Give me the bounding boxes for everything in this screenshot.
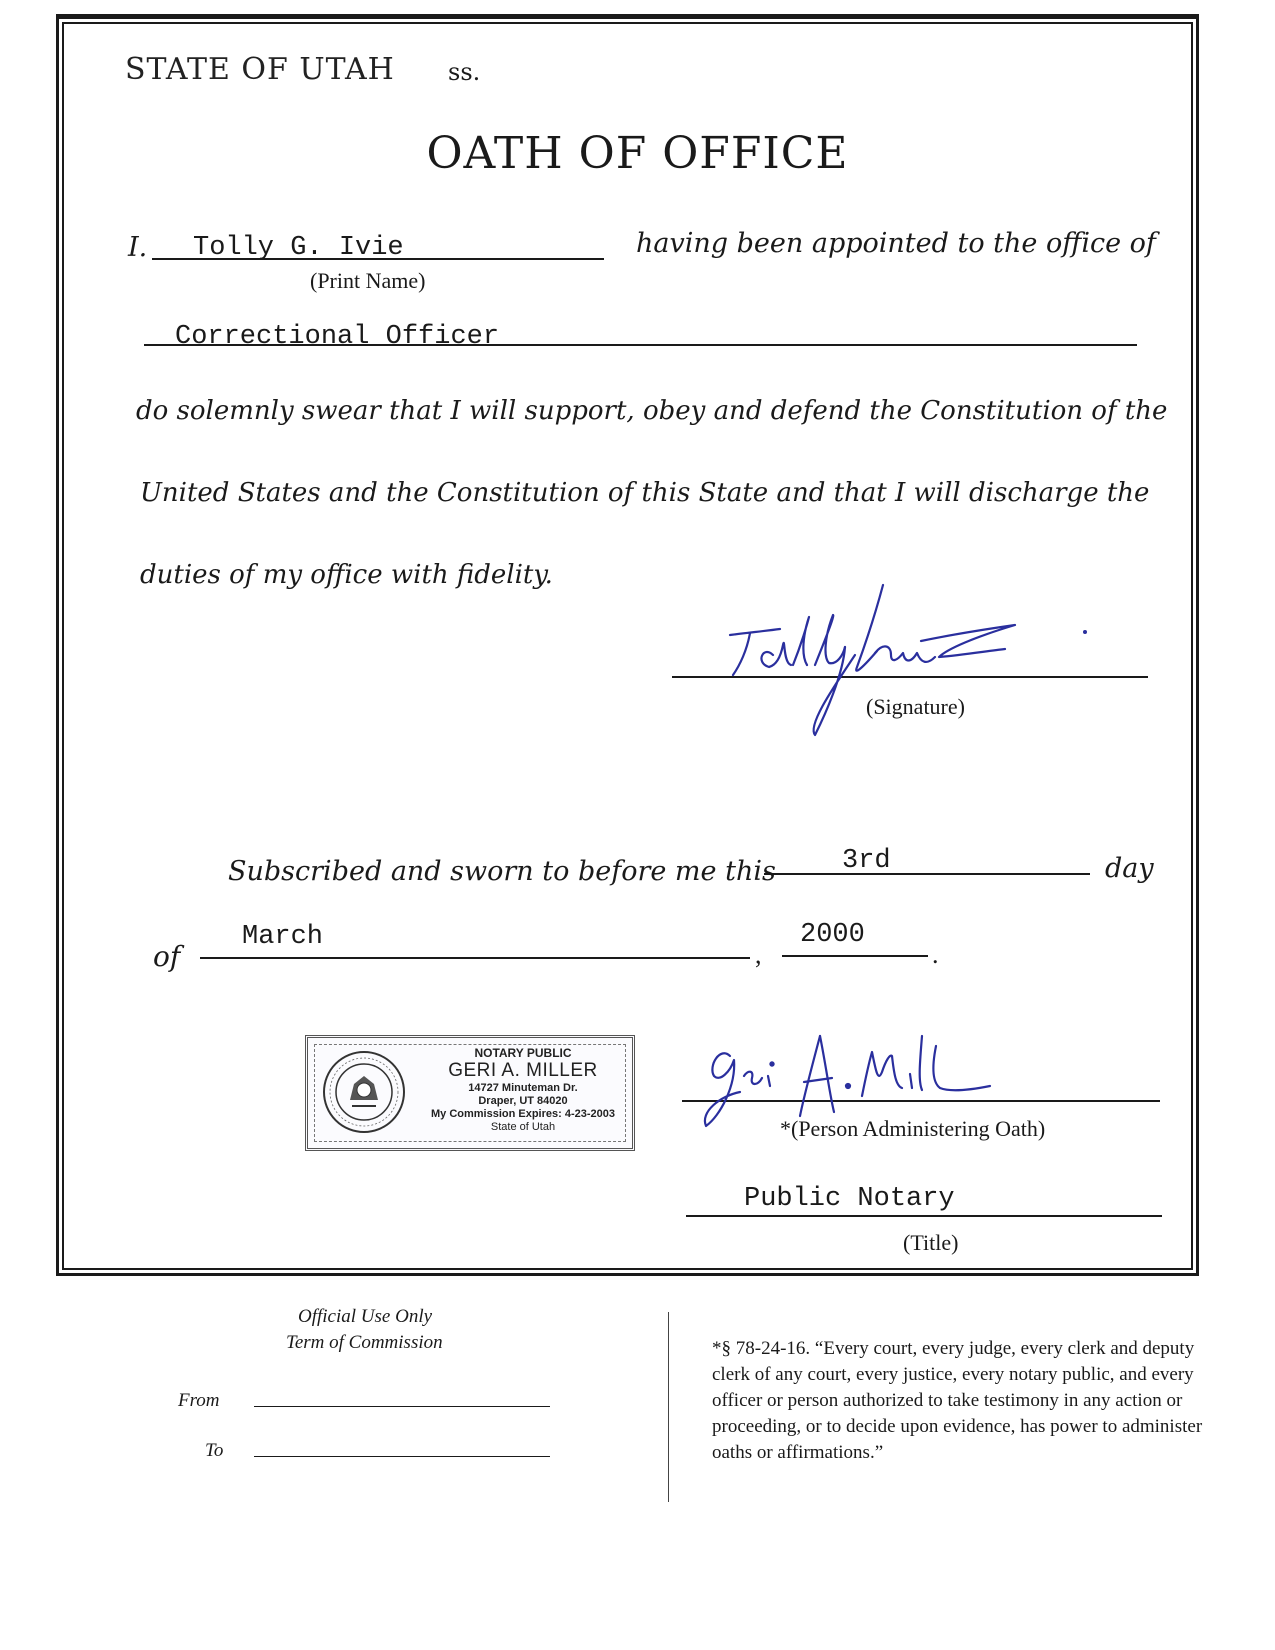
- pronoun-label: I.: [128, 232, 148, 263]
- notary-stamp-text: [418, 1046, 628, 1134]
- oath-body-line-1: do solemnly swear that I will support, obey and defend the Constitution of the: [136, 396, 1168, 426]
- notary-stamp: [305, 1035, 635, 1151]
- oath-body-line-3: duties of my office with fidelity.: [140, 560, 553, 590]
- print-name-value: Tolly G. Ivie: [193, 233, 404, 263]
- stamp-notary-name: GERI A. MILLER: [448, 1060, 598, 1081]
- period-separator: .: [932, 940, 939, 969]
- month-underline: [200, 957, 750, 959]
- stamp-header: NOTARY PUBLIC: [474, 1046, 572, 1060]
- statute-text: *§ 78-24-16. “Every court, every judge, every clerk and deputy clerk of any court, every justice, every notary public, and every officer or person authorized to take testimony in any action or proceeding, or to decide upon evidence, has power to administer oaths or affirmations.”: [712, 1338, 1203, 1463]
- stamp-state: State of Utah: [490, 1121, 556, 1133]
- to-underline: [254, 1456, 550, 1457]
- from-underline: [254, 1406, 550, 1407]
- signature-handwritten-ivie: [725, 585, 1085, 745]
- state-heading: STATE OF UTAH: [125, 52, 395, 87]
- month-value: March: [242, 922, 324, 952]
- print-name-caption: (Print Name): [310, 268, 426, 293]
- day-value: 3rd: [842, 846, 891, 876]
- page-title: OATH OF OFFICE: [426, 128, 849, 179]
- ss-abbreviation: ss.: [448, 58, 481, 86]
- from-label: From: [178, 1390, 220, 1411]
- year-value: 2000: [800, 920, 865, 950]
- stamp-city: Draper, UT 84020: [478, 1095, 568, 1107]
- oath-body-line-2: United States and the Constitution of this State and that I will discharge the: [140, 478, 1150, 508]
- of-label: of: [153, 940, 181, 973]
- footer-divider: [668, 1312, 669, 1502]
- title-caption: (Title): [903, 1230, 959, 1255]
- subscribed-text: Subscribed and sworn to before me this: [228, 856, 776, 887]
- official-use-heading: Official Use Only: [298, 1306, 433, 1327]
- office-value: Correctional Officer: [175, 322, 500, 352]
- signature-caption: (Signature): [866, 694, 965, 719]
- to-label: To: [205, 1440, 224, 1461]
- state-seal-icon: [322, 1050, 406, 1134]
- day-underline: [764, 873, 1090, 875]
- appointed-text: having been appointed to the office of: [636, 228, 1156, 259]
- comma-separator: ,: [755, 940, 762, 969]
- stamp-commission: My Commission Expires: 4-23-2003: [430, 1108, 616, 1120]
- title-value: Public Notary: [744, 1184, 955, 1214]
- administering-caption: *(Person Administering Oath): [780, 1116, 1046, 1141]
- year-underline: [782, 955, 928, 957]
- day-label: day: [1105, 853, 1154, 884]
- term-of-commission-heading: Term of Commission: [286, 1332, 443, 1353]
- stamp-address: 14727 Minuteman Dr.: [468, 1082, 578, 1094]
- title-underline: [686, 1215, 1162, 1217]
